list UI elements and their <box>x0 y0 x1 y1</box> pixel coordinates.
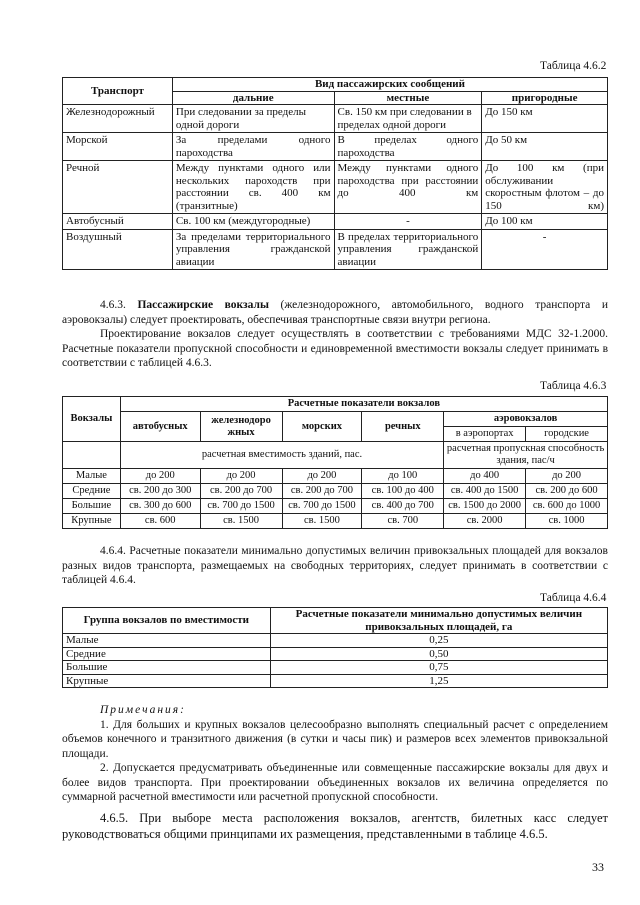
table-4-6-3 <box>62 396 608 529</box>
paragraph-text: 4.6.4. Расчетные показатели минимально допустимых величин привокзальных площадей для вокзалов разных видов транспорта, размещаемых на свободных территориях, следует принимать в соответствии с таблицей 4.6.4. <box>62 545 608 586</box>
col-header-group: Расчетные показатели вокзалов <box>120 397 607 412</box>
cell: В пределах территориального управления гражданской авиации <box>334 229 482 270</box>
cell: До 100 км <box>482 214 608 230</box>
page-number: 33 <box>592 860 604 874</box>
table-4-6-4-caption: Таблица 4.6.4 <box>540 592 607 604</box>
table-row <box>63 484 608 499</box>
cell: 0,25 <box>270 634 607 648</box>
cell: Св. 150 км при следовании в пределах одной дороги <box>334 105 482 133</box>
cell: - <box>482 229 608 270</box>
cell: до 100 <box>362 469 444 484</box>
cell: св. 200 до 700 <box>200 484 282 499</box>
paragraph-4-6-5 <box>62 810 608 842</box>
cell: св. 1500 <box>200 514 282 529</box>
cell: - <box>334 214 482 230</box>
col-header-airport: в аэропортах <box>444 427 526 442</box>
col-header-group: Группа вокзалов по вместимости <box>63 608 271 634</box>
cell: При следовании за пределы одной дороги <box>172 105 334 133</box>
table-row <box>63 161 608 214</box>
table-4-6-2 <box>62 77 608 270</box>
cell: св. 1500 до 2000 <box>444 499 526 514</box>
cell: св. 300 до 600 <box>120 499 200 514</box>
note-1: 1. Для больших и крупных вокзалов целесообразно выполнять специальный расчет с определением объемов конечного и транзитного движения (в сутки и часы пик) и размеров всех элементов привокзальной площади. <box>62 718 608 760</box>
cell: В пределах одного пароходства <box>334 133 482 161</box>
cell: 0,50 <box>270 647 607 661</box>
cell: до 200 <box>526 469 608 484</box>
cell: св. 700 до 1500 <box>200 499 282 514</box>
table-4-6-4 <box>62 607 608 688</box>
row-label: Крупные <box>63 674 271 688</box>
col-header-suburban: пригородные <box>482 91 608 105</box>
cell: св. 1500 <box>282 514 362 529</box>
paragraph-number: 4.6.3. <box>100 299 126 311</box>
cell: св. 700 <box>362 514 444 529</box>
paragraph-text: (железнодорожного, автомобильного, водного транспорта и аэровокзалы) следует проектировать, обеспечивая транспортные связи внутри региона. <box>62 299 608 326</box>
cell: до 200 <box>120 469 200 484</box>
cell: до 200 <box>200 469 282 484</box>
table-4-6-3-caption: Таблица 4.6.3 <box>540 380 607 392</box>
col-header-river: речных <box>362 412 444 442</box>
table-row <box>63 214 608 230</box>
row-label: Воздушный <box>63 229 173 270</box>
col-header-value: Расчетные показатели минимально допустимых величин привокзальных площадей, га <box>270 608 607 634</box>
table-row <box>63 499 608 514</box>
row-label: Малые <box>63 634 271 648</box>
col-header-local: местные <box>334 91 482 105</box>
table-row <box>63 661 608 675</box>
cell: До 100 км (при обслуживании скоростным флотом – до 150 км) <box>482 161 608 214</box>
notes <box>62 703 608 805</box>
cell: До 50 км <box>482 133 608 161</box>
row-label: Крупные <box>63 514 121 529</box>
table-4-6-2-caption: Таблица 4.6.2 <box>540 60 607 72</box>
cell: до 200 <box>282 469 362 484</box>
row-label: Малые <box>63 469 121 484</box>
row-label: Большие <box>63 661 271 675</box>
col-header-group: Вид пассажирских сообщений <box>172 78 607 92</box>
cell: св. 700 до 1500 <box>282 499 362 514</box>
cell: 0,75 <box>270 661 607 675</box>
cell: св. 400 до 1500 <box>444 484 526 499</box>
col-header-far: дальние <box>172 91 334 105</box>
cell: Между пунктами одного пароходства при расстоянии до 400 км <box>334 161 482 214</box>
col-header-transport: Транспорт <box>63 78 173 105</box>
table-row <box>63 133 608 161</box>
col-header-rail: железнодоро жных <box>200 412 282 442</box>
col-header-bus: автобусных <box>120 412 200 442</box>
col-header-sea: морских <box>282 412 362 442</box>
paragraph-4-6-4 <box>62 544 608 588</box>
cell: до 400 <box>444 469 526 484</box>
unit-throughput: расчетная пропускная способность здания, пас/ч <box>444 442 608 469</box>
cell: св. 200 до 300 <box>120 484 200 499</box>
col-header-air: аэровокзалов <box>444 412 608 427</box>
table-row <box>63 469 608 484</box>
table-row <box>63 647 608 661</box>
cell: св. 1000 <box>526 514 608 529</box>
row-label: Железнодорожный <box>63 105 173 133</box>
unit-capacity: расчетная вместимость зданий, пас. <box>120 442 443 469</box>
paragraph-4-6-3 <box>62 298 608 371</box>
row-label: Большие <box>63 499 121 514</box>
paragraph-text: 4.6.5. При выборе места расположения вокзалов, агентств, билетных касс следует руководствоваться общими принципами их размещения, представленными в таблице 4.6.5. <box>62 811 608 841</box>
cell: св. 200 до 600 <box>526 484 608 499</box>
row-label: Средние <box>63 484 121 499</box>
row-label: Речной <box>63 161 173 214</box>
cell: До 150 км <box>482 105 608 133</box>
table-row <box>63 674 608 688</box>
cell: св. 200 до 700 <box>282 484 362 499</box>
cell: Между пунктами одного или нескольких пароходств при расстоянии св. 400 км (транзитные) <box>172 161 334 214</box>
cell: св. 400 до 700 <box>362 499 444 514</box>
table-row <box>63 634 608 648</box>
row-label: Автобусный <box>63 214 173 230</box>
col-header-city: городские <box>526 427 608 442</box>
cell: св. 600 до 1000 <box>526 499 608 514</box>
table-row <box>63 229 608 270</box>
cell: За пределами территориального управления гражданской авиации <box>172 229 334 270</box>
paragraph-bold-term: Пассажирские вокзалы <box>137 299 269 311</box>
cell: св. 100 до 400 <box>362 484 444 499</box>
col-header-stations: Вокзалы <box>63 397 121 442</box>
cell: св. 2000 <box>444 514 526 529</box>
cell: св. 600 <box>120 514 200 529</box>
paragraph-text-2: Проектирование вокзалов следует осуществлять в соответствии с требованиями МДС 32-1.2000. Расчетные показатели пропускной способности и единовременной вместимости вокзалы следует принимать в соответствии с таблицей 4.6.3. <box>62 328 608 369</box>
row-label: Морской <box>63 133 173 161</box>
cell: 1,25 <box>270 674 607 688</box>
notes-heading: Примечания: <box>100 704 186 716</box>
cell: Св. 100 км (междугородные) <box>172 214 334 230</box>
note-2: 2. Допускается предусматривать объединенные или совмещенные пассажирские вокзалы для двух и более видов транспорта. При проектировании объединенных вокзалов их величина определяется по суммарной расчетной вместимости или расчетной пропускной способности. <box>62 762 608 803</box>
table-row <box>63 514 608 529</box>
cell: За пределами одного пароходства <box>172 133 334 161</box>
row-label: Средние <box>63 647 271 661</box>
table-row <box>63 105 608 133</box>
